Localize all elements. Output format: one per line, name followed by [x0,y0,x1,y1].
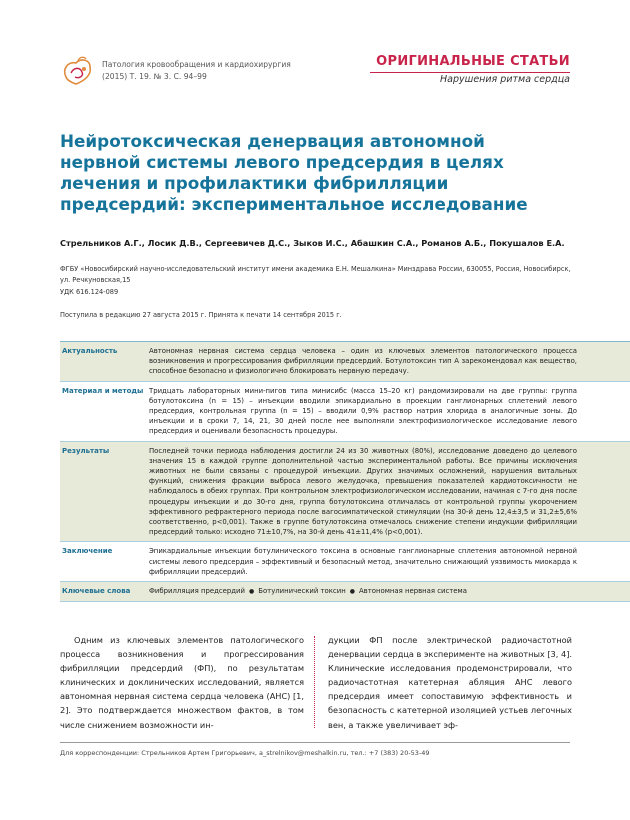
abstract-row-conclusion [60,542,630,582]
keyword: Фибрилляция предсердий [149,587,245,596]
bullet-icon: ● [349,588,355,596]
abstract-text: Последней точки периода наблюдения достигли 24 из 30 животных (80%), исследование доведено до целевого значения 15 в каждой группе дополнительной частью экспериментальной работы. Все причины исключения животных не были связаны с процедурой инъекции. Других значимых осложнений, нарушения витальных функций, снижения фракции выброса левого желудочка, превышения показателей кардиотоксичности не наблюдалось в обеих группах. При контрольном электрофизиологическом исследовании, начиная с 7-го дня после процедуры инъекции и до 30-го дня, группа ботулотоксина отличалась от контрольной группы укорочением эффективного рефрактерного периода после вагосимпатической стимуляции (на 30-й день 12,4±3,5 и 31,2±5,6% соответственно, p<0,001). Также в группе ботулотоксина отмечалось снижение степени индукции фибрилляции предсердий только: исходно 71±10,7%, на 30-й день 41±11,4% (p<0,001). [149,446,577,537]
section-divider [370,72,570,73]
abstract-text: Тридцать лабораторных мини-пигов типа минисибс (масса 15–20 кг) рандомизировали на две группы: группа ботулотоксина (n = 15) – инъекции вводили эпикардиально в проекции ганглионарных сплетений левого предсердия, контрольная группа (n = 15) – вводили 0,9% раствор натрия хлорида в аналогичные зоны. До инъекции и в сроки 7, 14, 21, 30 дней после нее выполняли электрофизиологическое исследование левого предсердия и оценивали безопасность процедуры. [149,386,577,436]
abstract-label: Результаты [62,446,110,455]
abstract-table [60,341,630,602]
section-subtitle: Нарушения ритма сердца [440,74,570,85]
abstract-label: Ключевые слова [62,587,131,596]
body-column-right: дукции ФП после электрической радиочастотной денервации сердца в эксперименте на животных [3, 4]. Клинические исследования продемонстрировали, что радиочастотная катетерная абляция АНС левого предсердия имеет сопоставимую эффективность и безопасность с катетерной изоляцией устьев легочных вен, а также увеличивает эф- [328,635,572,730]
column-divider [314,636,315,728]
abstract-row-relevance [60,342,630,382]
udk-code: УДК 616.124-089 [60,288,119,296]
journal-citation [102,59,291,82]
abstract-label: Заключение [62,547,113,556]
abstract-row-keywords [60,582,630,602]
keywords-list [145,582,577,601]
footer-divider [60,742,570,743]
abstract-text: Эпикардиальные инъекции ботулинического токсина в основные ганглионарные сплетения автономной нервной системы левого предсердия – эффективный и безопасный метод, значительно снижающий уязвимость миокарда к фибрилляции предсердий. [149,547,577,576]
body-column-left: Одним из ключевых элементов патологического процесса возникновения и прогрессирования фибрилляции предсердий (ФП), по результатам клинических и доклинических исследований, является автономная нервная система сердца человека (АНС) [1, 2]. Это подтверждается множеством фактов, в том числе снижением возможности ин- [60,635,304,730]
article-affiliation: ФГБУ «Новосибирский научно-исследовательский институт имени академика Е.Н. Мешалкина» Минздрава России, 630055, Россия, Новосибирск, ул. Речкуновская,15 [60,265,571,284]
section-title: ОРИГИНАЛЬНЫЕ СТАТЬИ [376,54,570,69]
abstract-row-methods [60,382,630,442]
keyword: Ботулинический токсин [258,587,346,596]
article-authors: Стрельников А.Г., Лосик Д.В., Сергеевичев Д.С., Зыков И.С., Абашкин С.А., Романов А.Б., Покушалов Е.А. [60,238,565,248]
journal-logo [60,55,96,87]
bullet-icon: ● [248,588,255,596]
abstract-label: Актуальность [62,347,118,355]
received-date: Поступила в редакцию 27 августа 2015 г. Принята к печати 14 сентября 2015 г. [60,311,342,319]
correspondence-note: Для корреспонденции: Стрельников Артем Григорьевич, a_strelnikov@meshalkin.ru, тел.: +7 (383) 20-53-49 [60,749,430,757]
journal-name: Патология кровообращения и кардиохирургия [102,60,291,69]
keyword: Автономная нервная система [358,587,467,596]
journal-issue: (2015) Т. 19. № 3. С. 94–99 [102,71,207,81]
article-title: Нейротоксическая денервация автономной нервной системы левого предсердия в целях лечения и профилактики фибрилляции предсердий: экспериментальное исследование [60,131,528,214]
abstract-label: Материал и методы [62,386,144,395]
abstract-row-results [60,442,630,543]
abstract-text: Автономная нервная система сердца человека – один из ключевых элементов патологического процесса возникновения и прогрессирования фибрилляции предсердий. Ботулотоксин тип А зарекомендовал как вещество, способное безопасно и физиологично блокировать нервную передачу. [149,347,577,376]
